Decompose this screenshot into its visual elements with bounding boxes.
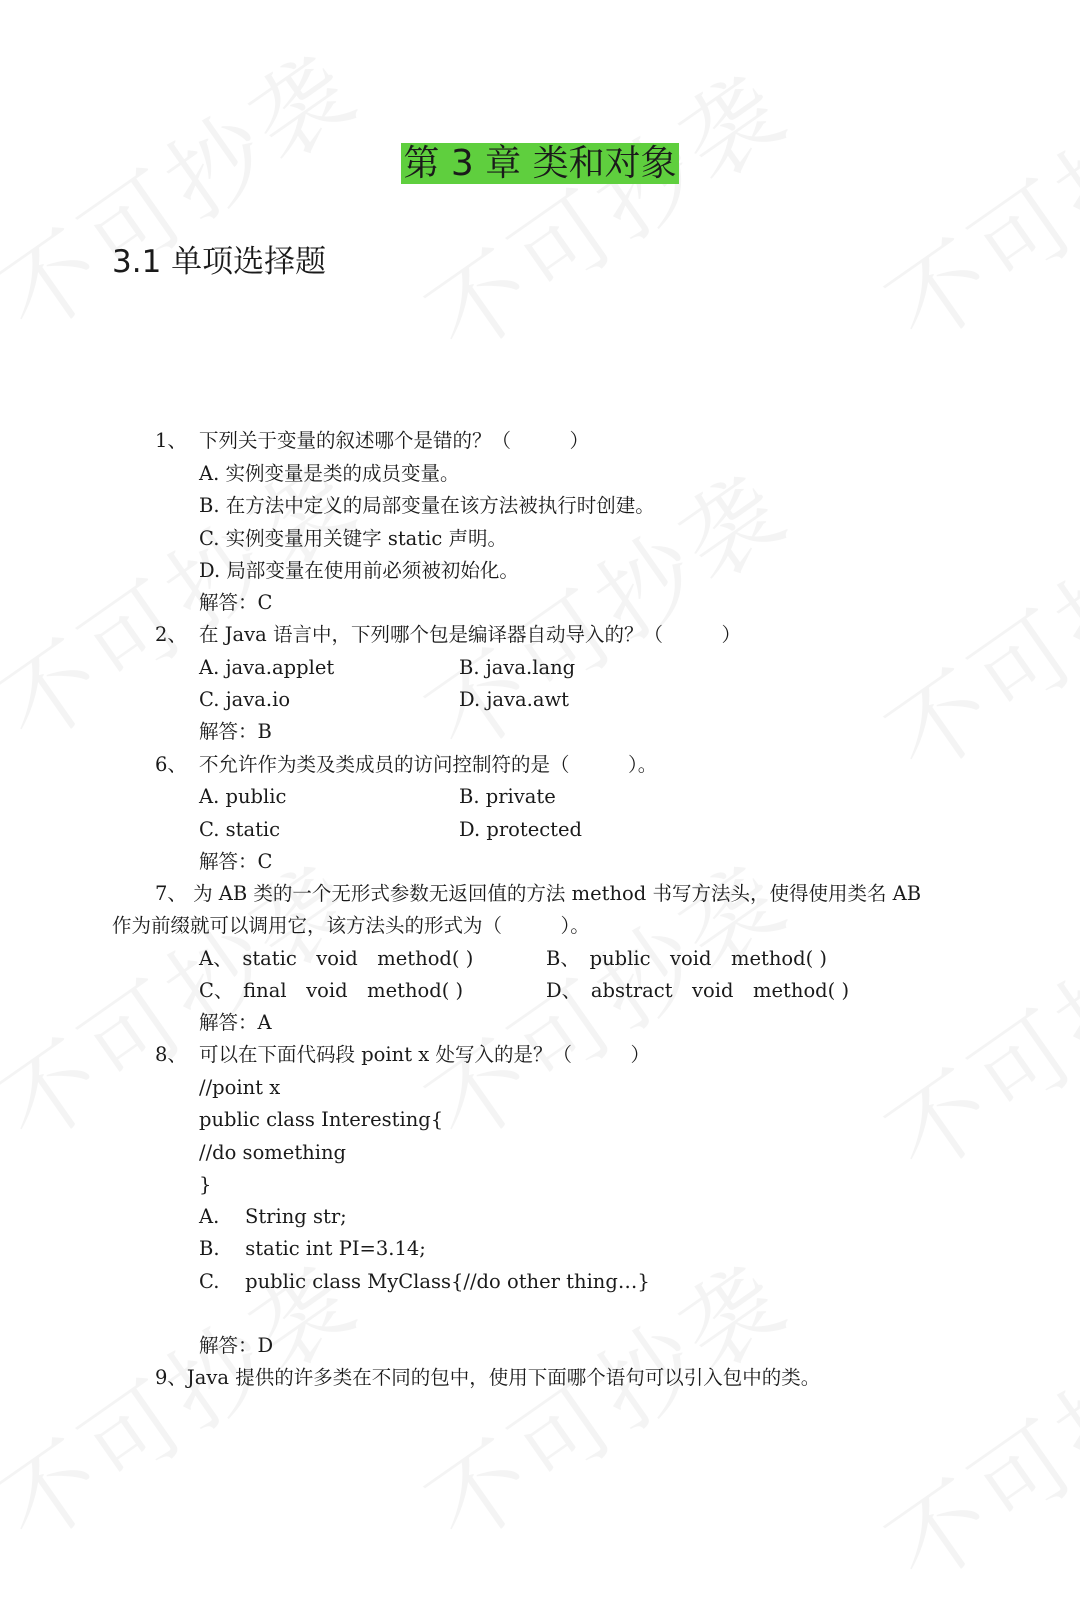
option-b: B. java.lang <box>459 656 576 679</box>
option-a: A. java.applet <box>199 656 335 679</box>
option-b: B、 public void method( ) <box>546 947 828 970</box>
answer: 解答：C <box>199 591 273 614</box>
question-text: 7、 为 AB 类的一个无形式参数无返回值的方法 method 书写方法头，使得使用类名 AB <box>155 882 922 905</box>
code-line: //point x <box>199 1076 281 1099</box>
question-text: 下列关于变量的叙述哪个是错的？（ ） <box>199 429 590 452</box>
option-c: C、 final void method( ) <box>199 979 464 1002</box>
chapter-title <box>0 142 1080 186</box>
watermark <box>398 35 811 381</box>
option-a: A. public <box>199 785 287 808</box>
option-c: C. public class MyClass{//do other thing…} <box>199 1270 650 1293</box>
watermark <box>0 15 380 361</box>
question-text: 9、Java 提供的许多类在不同的包中，使用下面哪个语句可以引入包中的类。 <box>155 1366 821 1389</box>
option-b: B. private <box>459 785 556 808</box>
question-number: 2、 <box>155 623 187 646</box>
answer: 解答：C <box>199 850 273 873</box>
option-d: D. protected <box>459 818 583 841</box>
option-a: A. String str; <box>199 1205 347 1228</box>
watermark <box>398 435 811 781</box>
question-text: 可以在下面代码段 point x 处写入的是？（ ） <box>199 1043 650 1066</box>
watermark <box>858 25 1080 371</box>
option-c: C. static <box>199 818 281 841</box>
answer: 解答：A <box>199 1011 272 1034</box>
question-number: 8、 <box>155 1043 187 1066</box>
question-number: 6、 <box>155 753 187 776</box>
answer: 解答：D <box>199 1334 274 1357</box>
option-d: D、 abstract void method( ) <box>546 979 850 1002</box>
answer: 解答：B <box>199 720 272 743</box>
option-c: C. java.io <box>199 688 291 711</box>
code-line: } <box>199 1173 212 1196</box>
chapter-title-highlight: 第 3 章 类和对象 <box>403 143 677 184</box>
question-text: 在 Java 语言中，下列哪个包是编译器自动导入的？（ ） <box>199 623 741 646</box>
watermark <box>858 1265 1080 1611</box>
option-b: B. static int PI=3.14; <box>199 1237 426 1260</box>
question-text: 不允许作为类及类成员的访问控制符的是（ ）。 <box>199 753 658 776</box>
code-line: public class Interesting{ <box>199 1108 444 1131</box>
option-a: A、 static void method( ) <box>199 947 474 970</box>
option-a: A. 实例变量是类的成员变量。 <box>199 462 460 485</box>
question-number: 1、 <box>155 429 187 452</box>
option-d: D. 局部变量在使用前必须被初始化。 <box>199 559 519 582</box>
code-line: //do something <box>199 1141 347 1164</box>
question-text-continued: 作为前缀就可以调用它，该方法头的形式为（ ）。 <box>112 914 590 937</box>
watermark <box>858 455 1080 801</box>
section-title: 3.1 单项选择题 <box>112 244 327 280</box>
option-b: B. 在方法中定义的局部变量在该方法被执行时创建。 <box>199 494 655 517</box>
option-c: C. 实例变量用关键字 static 声明。 <box>199 527 507 550</box>
option-d: D. java.awt <box>459 688 570 711</box>
